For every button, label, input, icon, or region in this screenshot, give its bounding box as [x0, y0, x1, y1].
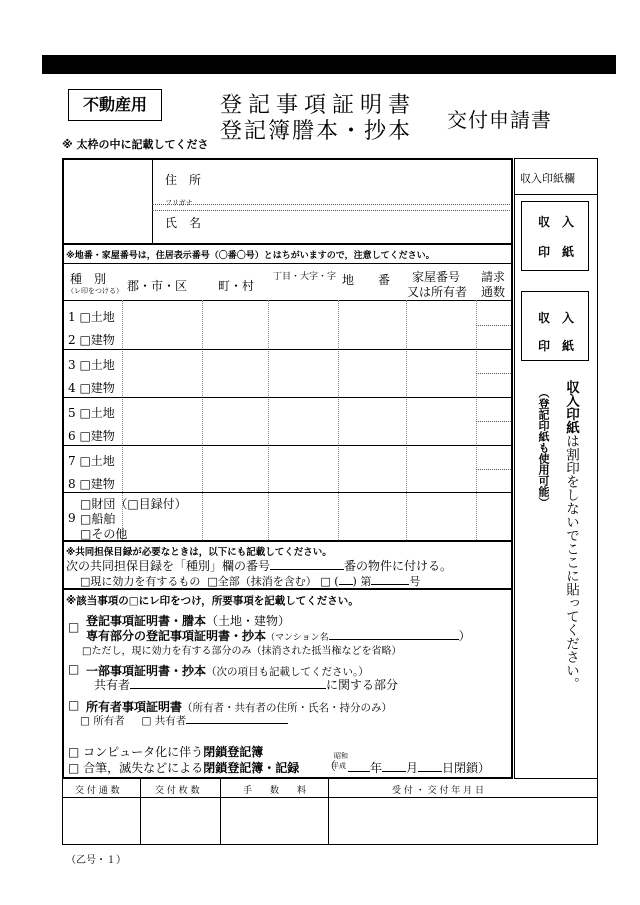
bottom-col-3: 手 数 料	[243, 786, 307, 796]
era-showa: 昭和	[334, 752, 348, 760]
item5[interactable]: □ 合筆，滅失などによる閉鎖登記簿・記録	[68, 761, 300, 775]
col-gun: 郡・市・区	[127, 279, 188, 293]
bottom-col-2: 交 付 枚 数	[155, 786, 200, 796]
col-kaoku2: 又は所有者	[407, 285, 468, 299]
col-kaoku: 家屋番号	[412, 270, 461, 284]
chiban-warning: ※地番・家屋番号は，住居表示番号（〇番〇号）とはちがいますので，注意してください。	[66, 251, 435, 261]
row-9-senpaku[interactable]: □船舶	[80, 512, 116, 526]
address-label: 住 所	[165, 173, 202, 187]
stamp-label: 不動産用	[68, 89, 162, 121]
era-heisei: 平成	[332, 762, 346, 770]
kyodo-line2[interactable]: □現に効力を有するもの □全部（抹消を含む） □ ( ) 第 号	[80, 575, 421, 588]
col-kind-sub: （レ印をつける）	[67, 287, 123, 295]
bottom-col-4: 受 付 ・ 交 付 年 月 日	[392, 786, 485, 796]
row-6[interactable]: 6 □建物	[68, 429, 115, 443]
furigana-label: フリガナ	[165, 199, 193, 207]
stamp-box-1	[521, 201, 589, 271]
col-chiban: 地 番	[342, 273, 391, 287]
item3-line-a: 所有者事項証明書（所有者・共有者の住所・氏名・持分のみ）	[86, 700, 393, 714]
title-line2: 登記簿謄本・抄本	[220, 119, 413, 144]
title-line1: 登記事項証明書	[220, 93, 417, 118]
row-2[interactable]: 2 □建物	[68, 333, 115, 347]
era-paren: （	[324, 759, 337, 773]
row-4[interactable]: 4 □建物	[68, 381, 115, 395]
row-1[interactable]: 1 □土地	[68, 310, 115, 324]
row-3[interactable]: 3 □土地	[68, 358, 115, 372]
close-date: 年 月 日閉鎖）	[348, 759, 490, 776]
row-5[interactable]: 5 □土地	[68, 406, 115, 420]
item1-line-a: 登記事項証明書・謄本（土地・建物）	[86, 614, 291, 628]
item4[interactable]: □ コンピュータ化に伴う閉鎖登記簿	[68, 745, 264, 759]
title-suffix: 交付申請書	[447, 108, 552, 132]
item2-line-a: 一部事項証明書・抄本（次の項目も記載してください。）	[86, 664, 369, 678]
kyodo-line1: 次の共同担保目録を「種別」欄の番号 番の物件に付ける。	[66, 559, 453, 573]
col-chome: 丁目・大字・字	[273, 272, 337, 282]
office-use-table	[62, 779, 598, 845]
stamp-main-note: 収入印紙は割印をしないでここに貼ってください。	[563, 380, 579, 691]
form-code: （乙号・１）	[66, 855, 126, 866]
item3-checkbox[interactable]: □	[68, 698, 80, 712]
item2-checkbox[interactable]: □	[68, 662, 80, 676]
item1-line-c[interactable]: □ただし，現に効力を有する部分のみ（抹消された抵当権などを省略）	[82, 646, 402, 657]
row-9-other[interactable]: □その他	[80, 527, 128, 541]
item3-line-b[interactable]: □ 所有者 □ 共有者	[80, 713, 288, 728]
row-9-num: 9	[68, 511, 76, 525]
top-black-bar	[42, 55, 616, 74]
item1-line-b: 専有部分の登記事項証明書・抄本（マンション名 ）	[86, 629, 471, 643]
row-7[interactable]: 7 □土地	[68, 454, 115, 468]
col-kind: 種 別	[70, 272, 107, 286]
bottom-col-1: 交 付 通 数	[75, 786, 120, 796]
stamp-col-header: 収入印紙欄	[520, 172, 575, 185]
col-seikyu2: 通数	[481, 285, 506, 299]
item1-checkbox[interactable]: □	[68, 620, 80, 634]
instruction-note: ※ 太枠の中に記載してくださ	[62, 138, 209, 151]
col-machi: 町・村	[218, 279, 255, 293]
kyodo-head: ※共同担保目録が必要なときは，以下にも記載してください。	[66, 547, 332, 558]
col-seikyu: 請求	[481, 270, 506, 284]
item2-line-b: 共有者 に関する部分	[94, 678, 399, 692]
row-8[interactable]: 8 □建物	[68, 477, 115, 491]
name-label: 氏 名	[165, 216, 202, 230]
stamp-paren-note: （登記印紙も使用可能）	[537, 387, 550, 508]
items-head: ※該当事項の□にレ印をつけ，所要事項を記載してください。	[66, 595, 359, 607]
row-9-zaidan[interactable]: □財団（□目録付）	[80, 497, 187, 511]
